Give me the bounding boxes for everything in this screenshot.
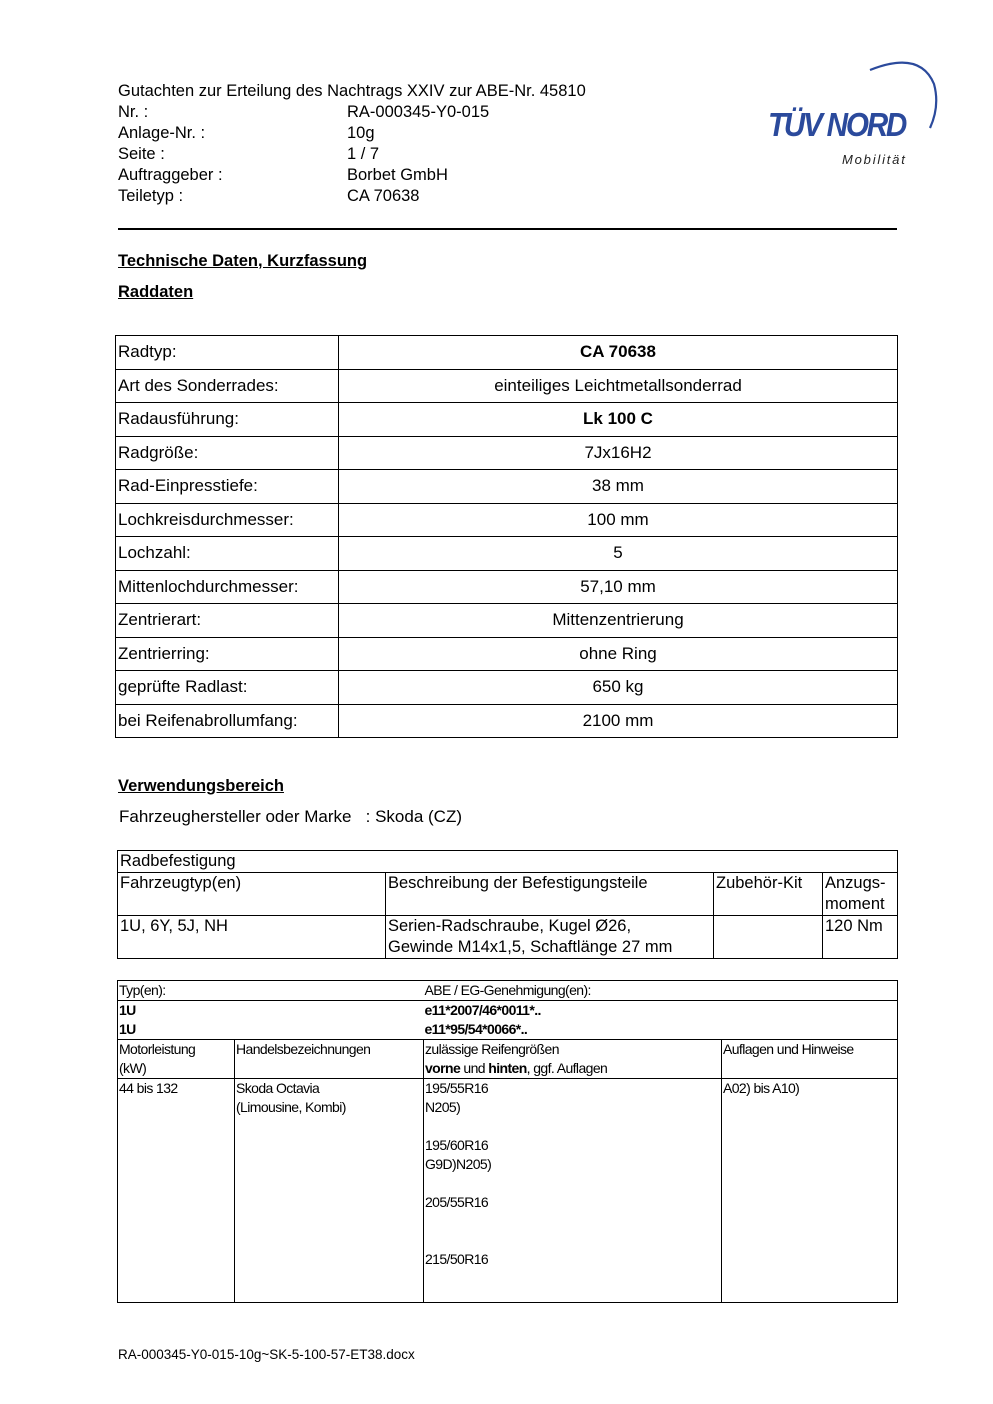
section-heading-verwendung: Verwendungsbereich bbox=[118, 777, 284, 795]
raddaten-label: Mittenlochdurchmesser: bbox=[116, 570, 339, 604]
raddaten-value: einteiliges Leichtmetallsonderrad bbox=[339, 369, 898, 403]
label-abe: ABE / EG-Genehmigung(en): bbox=[424, 981, 898, 1001]
table-row bbox=[116, 570, 898, 604]
header-anzugsmoment: Anzugs- moment bbox=[823, 873, 898, 916]
raddaten-value: 650 kg bbox=[339, 671, 898, 705]
table-row bbox=[116, 604, 898, 638]
header-field-anlage: Anlage-Nr. : 10g bbox=[118, 124, 375, 142]
table-row bbox=[116, 637, 898, 671]
cell-motor: 44 bis 132 bbox=[118, 1079, 235, 1303]
logo-brand: TÜV NORD bbox=[768, 106, 906, 143]
table-row bbox=[116, 470, 898, 504]
raddaten-table bbox=[115, 335, 898, 738]
header-field-seite: Seite : 1 / 7 bbox=[118, 145, 380, 163]
raddaten-value: 2100 mm bbox=[339, 704, 898, 738]
typ-2: 1U bbox=[119, 1021, 136, 1037]
cell-kit bbox=[714, 916, 823, 959]
label-typen: Typ(en): bbox=[118, 981, 424, 1001]
logo-subtitle: Mobilität bbox=[842, 152, 907, 167]
cell-tyres bbox=[424, 1079, 722, 1303]
table-row bbox=[118, 1040, 898, 1079]
table-row bbox=[118, 916, 898, 959]
abe-1: e11*2007/46*0011*.. bbox=[424, 1002, 541, 1018]
header-handelsbezeichnungen: Handelsbezeichnungen bbox=[235, 1040, 424, 1079]
raddaten-value: 38 mm bbox=[339, 470, 898, 504]
raddaten-label: Art des Sonderrades: bbox=[116, 369, 339, 403]
header-field-nr: Nr. : RA-000345-Y0-015 bbox=[118, 103, 490, 121]
cell-moment: 120 Nm bbox=[823, 916, 898, 959]
tyre-size: 195/55R16 bbox=[425, 1080, 489, 1096]
header-beschreibung: Beschreibung der Befestigungsteile bbox=[386, 873, 714, 916]
table-row bbox=[116, 503, 898, 537]
footer-filename: RA-000345-Y0-015-10g~SK-5-100-57-ET38.docx bbox=[118, 1347, 415, 1362]
typ-1: 1U bbox=[119, 1002, 136, 1018]
tyre-size: 215/50R16 bbox=[425, 1251, 489, 1267]
table-row bbox=[116, 369, 898, 403]
cell-auflagen: A02) bis A10) bbox=[722, 1079, 898, 1303]
table-row bbox=[116, 436, 898, 470]
table-row bbox=[118, 873, 898, 916]
table-row bbox=[118, 1001, 898, 1040]
manufacturer-line bbox=[119, 807, 462, 827]
cell-handel: Skoda Octavia (Limousine, Kombi) bbox=[235, 1079, 424, 1303]
raddaten-label: Radtyp: bbox=[116, 336, 339, 370]
table-row bbox=[116, 537, 898, 571]
header-field-teiletyp: Teiletyp : CA 70638 bbox=[118, 187, 420, 205]
table-row bbox=[116, 403, 898, 437]
raddaten-label: Rad-Einpresstiefe: bbox=[116, 470, 339, 504]
raddaten-value: ohne Ring bbox=[339, 637, 898, 671]
raddaten-label: Zentrierring: bbox=[116, 637, 339, 671]
header-auflagen: Auflagen und Hinweise bbox=[722, 1040, 898, 1079]
radbefestigung-title: Radbefestigung bbox=[118, 851, 898, 873]
table-row bbox=[116, 704, 898, 738]
tyre-size: 195/60R16 bbox=[425, 1137, 489, 1153]
raddaten-label: bei Reifenabrollumfang: bbox=[116, 704, 339, 738]
section-heading-tech: Technische Daten, Kurzfassung bbox=[118, 252, 368, 270]
raddaten-label: Zentrierart: bbox=[116, 604, 339, 638]
tyre-note: G9D)N205) bbox=[425, 1156, 492, 1172]
header-zubehoer: Zubehör-Kit bbox=[714, 873, 823, 916]
table-row bbox=[118, 1079, 898, 1303]
radbefestigung-table bbox=[117, 850, 898, 959]
table-row bbox=[116, 336, 898, 370]
header-motorleistung: Motorleistung (kW) bbox=[118, 1040, 235, 1079]
tyre-size: 205/55R16 bbox=[425, 1194, 489, 1210]
header-divider bbox=[118, 228, 897, 230]
manufacturer-value: Skoda (CZ) bbox=[375, 807, 463, 826]
tuev-nord-logo bbox=[760, 56, 945, 176]
raddaten-label: Lochzahl: bbox=[116, 537, 339, 571]
raddaten-value: CA 70638 bbox=[339, 336, 898, 370]
raddaten-value: 100 mm bbox=[339, 503, 898, 537]
table-row bbox=[118, 981, 898, 1001]
abe-2: e11*95/54*0066*.. bbox=[424, 1021, 528, 1037]
raddaten-label: Radgröße: bbox=[116, 436, 339, 470]
cell-description: Serien-Radschraube, Kugel Ø26, Gewinde M14x1,5, Schaftlänge 27 mm bbox=[386, 916, 714, 959]
document-header bbox=[118, 81, 586, 207]
section-heading-raddaten: Raddaten bbox=[118, 283, 194, 301]
raddaten-value: 7Jx16H2 bbox=[339, 436, 898, 470]
header-field-auftraggeber: Auftraggeber : Borbet GmbH bbox=[118, 166, 448, 184]
table-row bbox=[118, 851, 898, 873]
raddaten-value: Lk 100 C bbox=[339, 403, 898, 437]
header-fahrzeugtyp: Fahrzeugtyp(en) bbox=[118, 873, 386, 916]
table-row bbox=[116, 671, 898, 705]
raddaten-value: 5 bbox=[339, 537, 898, 571]
raddaten-label: Lochkreisdurchmesser: bbox=[116, 503, 339, 537]
header-reifengroessen: zulässige Reifengrößen vorne und hinten, ggf. Auflagen bbox=[424, 1040, 722, 1079]
raddaten-value: Mittenzentrierung bbox=[339, 604, 898, 638]
cell-types: 1U, 6Y, 5J, NH bbox=[118, 916, 386, 959]
tyre-note: N205) bbox=[425, 1099, 461, 1115]
typen-table bbox=[117, 980, 898, 1303]
raddaten-label: geprüfte Radlast: bbox=[116, 671, 339, 705]
raddaten-value: 57,10 mm bbox=[339, 570, 898, 604]
raddaten-label: Radausführung: bbox=[116, 403, 339, 437]
manufacturer-label: Fahrzeughersteller oder Marke bbox=[119, 807, 352, 826]
document-title: Gutachten zur Erteilung des Nachtrags XXIV zur ABE-Nr. 45810 bbox=[118, 82, 586, 100]
manufacturer-sep: : bbox=[365, 807, 371, 826]
